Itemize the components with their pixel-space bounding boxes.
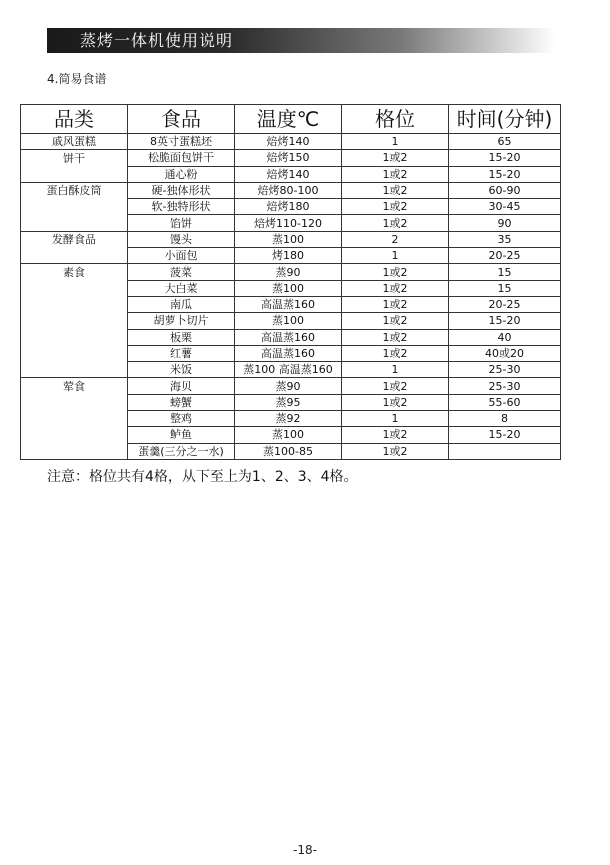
- cell-temperature: 烤180: [235, 248, 342, 264]
- rack-position-note: 注意：格位共有4格，从下至上为1、2、3、4格。: [47, 469, 358, 485]
- table-row: [21, 280, 561, 296]
- cell-category: 荤食: [21, 378, 128, 394]
- column-header-time: 时间(分钟): [449, 105, 561, 134]
- cell-category: [21, 215, 128, 231]
- cell-rack-position: 1或2: [342, 313, 449, 329]
- cell-temperature: 蒸100: [235, 427, 342, 443]
- cell-temperature: 蒸100 高温蒸160: [235, 362, 342, 378]
- table-row: [21, 248, 561, 264]
- cell-rack-position: 1: [342, 248, 449, 264]
- cell-rack-position: 1: [342, 362, 449, 378]
- cell-category: 蛋白酥皮筒: [21, 182, 128, 198]
- cell-time: 25-30: [449, 362, 561, 378]
- cell-rack-position: 2: [342, 231, 449, 247]
- cell-category: [21, 199, 128, 215]
- cell-category: [21, 411, 128, 427]
- cell-rack-position: 1或2: [342, 150, 449, 166]
- cell-time: 65: [449, 134, 561, 150]
- cell-temperature: 焙烤80-100: [235, 182, 342, 198]
- cell-temperature: 蒸100-85: [235, 443, 342, 459]
- cell-food: 板栗: [128, 329, 235, 345]
- cell-category: [21, 427, 128, 443]
- table-row: [21, 427, 561, 443]
- column-header-food: 食品: [128, 105, 235, 134]
- section-title: 4.简易食谱: [47, 72, 107, 86]
- cell-temperature: 高温蒸160: [235, 296, 342, 312]
- table-row: [21, 443, 561, 459]
- table-row: [21, 199, 561, 215]
- cell-food: 通心粉: [128, 166, 235, 182]
- recipe-table-body: [21, 134, 561, 460]
- cell-food: 红薯: [128, 345, 235, 361]
- cell-time: 40或20: [449, 345, 561, 361]
- cell-rack-position: 1: [342, 411, 449, 427]
- cell-temperature: 焙烤180: [235, 199, 342, 215]
- page-number: -18-: [293, 843, 317, 857]
- cell-category: [21, 394, 128, 410]
- cell-temperature: 蒸90: [235, 378, 342, 394]
- cell-food: 软-独特形状: [128, 199, 235, 215]
- cell-time: 20-25: [449, 248, 561, 264]
- table-row: [21, 362, 561, 378]
- table-row: [21, 231, 561, 247]
- cell-time: 35: [449, 231, 561, 247]
- cell-food: 胡萝卜切片: [128, 313, 235, 329]
- cell-rack-position: 1或2: [342, 345, 449, 361]
- cell-rack-position: 1: [342, 134, 449, 150]
- cell-food: 小面包: [128, 248, 235, 264]
- cell-time: 90: [449, 215, 561, 231]
- table-row: [21, 182, 561, 198]
- cell-rack-position: 1或2: [342, 427, 449, 443]
- cell-food: 硬-独体形状: [128, 182, 235, 198]
- cell-rack-position: 1或2: [342, 166, 449, 182]
- cell-time: 25-30: [449, 378, 561, 394]
- cell-time: 60-90: [449, 182, 561, 198]
- table-row: [21, 150, 561, 166]
- cell-category: [21, 248, 128, 264]
- table-row: [21, 215, 561, 231]
- cell-rack-position: 1或2: [342, 296, 449, 312]
- cell-rack-position: 1或2: [342, 280, 449, 296]
- cell-food: 螃蟹: [128, 394, 235, 410]
- cell-temperature: 蒸90: [235, 264, 342, 280]
- cell-food: 馅饼: [128, 215, 235, 231]
- cell-temperature: 高温蒸160: [235, 345, 342, 361]
- column-header-category: 品类: [21, 105, 128, 134]
- table-row: [21, 411, 561, 427]
- cell-time: [449, 443, 561, 459]
- column-header-rack-position: 格位: [342, 105, 449, 134]
- cell-rack-position: 1或2: [342, 264, 449, 280]
- cell-category: [21, 345, 128, 361]
- cell-temperature: 蒸100: [235, 280, 342, 296]
- cell-time: 30-45: [449, 199, 561, 215]
- cell-temperature: 焙烤110-120: [235, 215, 342, 231]
- cell-category: [21, 443, 128, 459]
- cell-rack-position: 1或2: [342, 378, 449, 394]
- cell-category: [21, 166, 128, 182]
- cell-time: 15: [449, 280, 561, 296]
- cell-temperature: 焙烤150: [235, 150, 342, 166]
- cell-temperature: 蒸100: [235, 231, 342, 247]
- table-row: [21, 296, 561, 312]
- table-row: [21, 345, 561, 361]
- cell-time: 15-20: [449, 166, 561, 182]
- cell-temperature: 高温蒸160: [235, 329, 342, 345]
- cell-category: [21, 296, 128, 312]
- cell-rack-position: 1或2: [342, 215, 449, 231]
- table-row: [21, 329, 561, 345]
- cell-time: 15-20: [449, 313, 561, 329]
- cell-food: 菠菜: [128, 264, 235, 280]
- cell-temperature: 蒸100: [235, 313, 342, 329]
- cell-rack-position: 1或2: [342, 443, 449, 459]
- cell-time: 15: [449, 264, 561, 280]
- cell-category: 饼干: [21, 150, 128, 166]
- cell-time: 15-20: [449, 150, 561, 166]
- cell-time: 8: [449, 411, 561, 427]
- column-header-temperature: 温度℃: [235, 105, 342, 134]
- cell-food: 大白菜: [128, 280, 235, 296]
- table-row: [21, 166, 561, 182]
- cell-category: 戚风蛋糕: [21, 134, 128, 150]
- cell-rack-position: 1或2: [342, 394, 449, 410]
- table-header-row: [21, 105, 561, 134]
- cell-rack-position: 1或2: [342, 199, 449, 215]
- page-header-title: 蒸烤一体机使用说明: [80, 31, 234, 50]
- cell-food: 鲈鱼: [128, 427, 235, 443]
- cell-food: 米饭: [128, 362, 235, 378]
- table-row: [21, 264, 561, 280]
- cell-time: 15-20: [449, 427, 561, 443]
- table-row: [21, 313, 561, 329]
- table-row: [21, 394, 561, 410]
- cell-temperature: 蒸95: [235, 394, 342, 410]
- cell-food: 蛋羹(三分之一水): [128, 443, 235, 459]
- table-row: [21, 134, 561, 150]
- cell-time: 20-25: [449, 296, 561, 312]
- cell-food: 8英寸蛋糕坯: [128, 134, 235, 150]
- cell-temperature: 焙烤140: [235, 134, 342, 150]
- cell-food: 海贝: [128, 378, 235, 394]
- cell-food: 松脆面包饼干: [128, 150, 235, 166]
- cell-category: [21, 313, 128, 329]
- cell-category: 素食: [21, 264, 128, 280]
- cell-food: 南瓜: [128, 296, 235, 312]
- cell-category: [21, 329, 128, 345]
- cell-category: 发酵食品: [21, 231, 128, 247]
- table-row: [21, 378, 561, 394]
- cell-food: 馒头: [128, 231, 235, 247]
- cell-rack-position: 1或2: [342, 182, 449, 198]
- cell-category: [21, 280, 128, 296]
- cell-category: [21, 362, 128, 378]
- cell-temperature: 焙烤140: [235, 166, 342, 182]
- cell-temperature: 蒸92: [235, 411, 342, 427]
- cell-food: 整鸡: [128, 411, 235, 427]
- cell-time: 40: [449, 329, 561, 345]
- cell-time: 55-60: [449, 394, 561, 410]
- recipe-table: [20, 104, 561, 460]
- cell-rack-position: 1或2: [342, 329, 449, 345]
